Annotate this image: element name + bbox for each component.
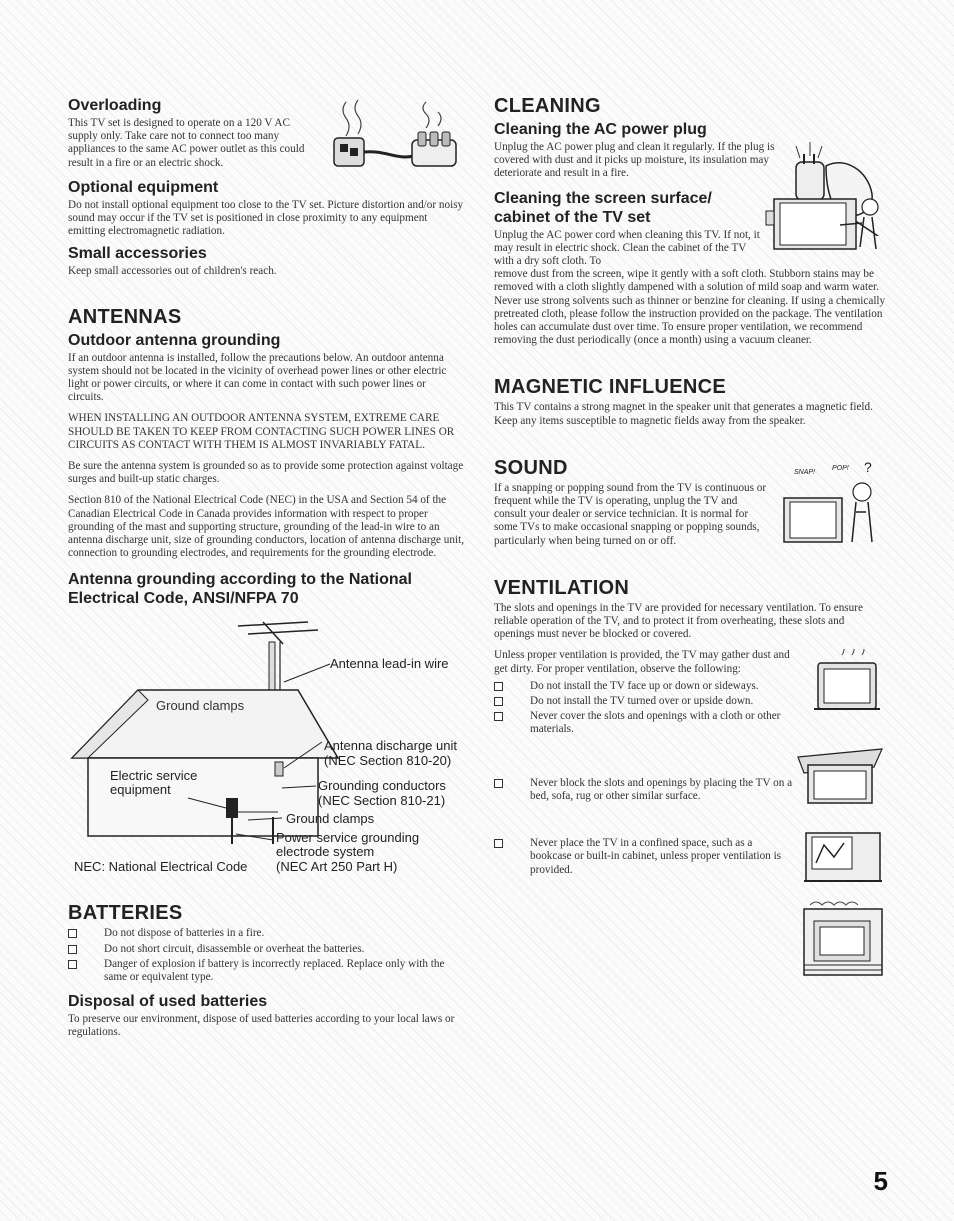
checkbox-square-icon: [68, 960, 77, 969]
optional-equipment-title: Optional equipment: [68, 178, 219, 196]
screen-body-b: remove dust from the screen, wipe it gently with a soft cloth. Stubborn stains may be removed with a cloth slightly dampened with a solution of mild soap and warm water. Never use strong solvents such as thinner or benzine for cleaning. If using a chemically pretreated cloth, please follow the instruction provided on the package. The ventilation holes can accumulate dust over time. To ensure proper ventilation, we recommend removing the dust periodically (once a month) using a vacuum cleaner.: [494, 268, 886, 347]
antenna-grounding-diagram: [68, 612, 464, 887]
optional-equipment-body: Do not install optional equipment too close to the TV set. Picture distortion and/or noisy sound may occur if the TV set is positioned in close proximity to any equipment emitting electromagnetic radiation.: [68, 198, 464, 238]
label-discharge-2: (NEC Section 810-20): [324, 753, 452, 769]
pop-label: POP!: [832, 464, 849, 472]
label-nec-caption: NEC: National Electrical Code: [74, 859, 248, 875]
magnetic-body: This TV contains a strong magnet in the speaker unit that generates a magnetic field. Keep any items susceptible to magnetic fields away from the speaker.: [494, 401, 873, 427]
checkbox-square-icon: [494, 779, 503, 788]
outdoor-antenna-title: Outdoor antenna grounding: [68, 331, 281, 349]
checkbox-square-icon: [494, 839, 503, 848]
label-power-1: Power service grounding: [276, 830, 420, 846]
ac-plug-section: [494, 120, 886, 181]
ventilation-item: Never block the slots and openings by placing the TV on a bed, sofa, rug or other similar surface.: [494, 777, 794, 803]
label-electric-1: Electric service: [110, 768, 198, 784]
ventilation-item: Do not install the TV face up or down or sideways.: [494, 680, 804, 693]
sound-body: If a snapping or popping sound from the TV is continuous or frequent while the TV is operating, unplug the TV and consult your dealer or service technician. It is normal for some TVs to make occasional snapping or popping sounds, particularly when being turned on or off.: [494, 481, 767, 547]
label-power-3: (NEC Art 250 Part H): [276, 859, 398, 875]
batteries-item: Do not short circuit, disassemble or overheat the batteries.: [68, 943, 464, 956]
label-ground-clamps-top: Ground clamps: [156, 698, 245, 714]
overloading-title: Overloading: [68, 97, 162, 114]
ventilation-item: Never place the TV in a confined space, such as a bookcase or built-in cabinet, unless proper ventilation is provided.: [494, 837, 794, 877]
screen-title-line-2: cabinet of the TV set: [494, 208, 651, 226]
tv-on-bed-icon: [800, 827, 886, 887]
overloaded-outlet-icon: [326, 96, 466, 186]
sound-heading: SOUND: [494, 456, 568, 479]
page-number: 5: [873, 1166, 888, 1196]
left-column: [68, 92, 464, 1040]
label-ground-clamps-bottom: Ground clamps: [286, 811, 375, 827]
snap-label: SNAP!: [794, 468, 816, 476]
disposal-body: To preserve our environment, dispose of used batteries according to your local laws or regulations.: [68, 1013, 455, 1039]
wiping-tv-icon: [764, 193, 886, 255]
checkbox-square-icon: [68, 929, 77, 938]
ac-plug-body: Unplug the AC power plug and clean it regularly. If the plug is covered with dust and it picks up moisture, its insulation may deteriorate and result in a fire.: [494, 141, 775, 180]
sound-section: [494, 456, 886, 548]
checkbox-square-icon: [494, 682, 503, 691]
label-electric-2: equipment: [110, 782, 171, 798]
ventilation-paragraph-1: The slots and openings in the TV are provided for necessary ventilation. To ensure reliable operation of the TV, and to protect it from overheating, these slots and openings must never be blocked or covered.: [494, 601, 863, 641]
ventilation-list: [494, 680, 804, 877]
antennas-heading: ANTENNAS: [68, 305, 182, 328]
batteries-item: Danger of explosion if battery is incorrectly replaced. Replace only with the same or equivalent type.: [68, 958, 464, 984]
label-discharge-1: Antenna discharge unit: [324, 738, 457, 754]
checkbox-square-icon: [68, 945, 77, 954]
magnetic-heading: MAGNETIC INFLUENCE: [494, 376, 727, 399]
disposal-title: Disposal of used batteries: [68, 993, 268, 1011]
label-conductors-2: (NEC Section 810-21): [318, 793, 446, 809]
screen-body-a: Unplug the AC power cord when cleaning this TV. If not, it may result in electric shock. Clean the cabinet of the TV with a dry soft cloth. To: [494, 228, 760, 268]
nec-grounding-title: Antenna grounding according to the National Electrical Code, ANSI/NFPA 70: [68, 571, 412, 608]
small-accessories-body: Keep small accessories out of children's reach.: [68, 265, 277, 278]
label-conductors-1: Grounding conductors: [318, 778, 446, 794]
checkbox-square-icon: [494, 697, 503, 706]
checkbox-square-icon: [494, 712, 503, 721]
tv-face-up-icon: [806, 649, 886, 721]
tv-covered-icon: [794, 741, 886, 807]
small-accessories-title: Small accessories: [68, 245, 207, 263]
ventilation-heading: VENTILATION: [494, 576, 630, 599]
svg-text:?: ?: [864, 458, 872, 475]
batteries-list: [68, 927, 464, 984]
ventilation-item: Do not install the TV turned over or upside down.: [494, 695, 804, 708]
batteries-heading: BATTERIES: [68, 902, 183, 925]
overloading-body: This TV set is designed to operate on a 120 V AC supply only. Take care not to connect too many appliances to the same AC power outlet as this could result in a fire or an electric shock.: [68, 117, 305, 169]
right-column: [494, 92, 886, 877]
antennas-paragraph-4: Section 810 of the National Electrical Code (NEC) in the USA and Section 54 of the Canadian Electrical Code in Canada provides information with respect to proper grounding of the mast and supporting structure, grounding of the lead-in wire to an antenna discharge unit, size of grounding conductors, location of antenna discharge unit, connection to grounding electrodes, and requirements for the grounding electrode.: [68, 494, 465, 560]
tv-in-cabinet-icon: [800, 899, 886, 979]
ventilation-list-section: [494, 649, 886, 876]
batteries-item: Do not dispose of batteries in a fire.: [68, 927, 464, 940]
label-power-2: electrode system: [276, 844, 375, 860]
ac-plug-title: Cleaning the AC power plug: [494, 121, 707, 138]
screen-title-line-1: Cleaning the screen surface/: [494, 189, 712, 207]
antennas-paragraph-1: If an outdoor antenna is installed, follow the precautions below. An outdoor antenna system should not be located in the vicinity of overhead power lines or other electric light or power circuits, or where it can come in contact with such power lines or circuits.: [68, 351, 447, 404]
popping-tv-icon: [770, 456, 886, 552]
overloading-section: [68, 96, 464, 170]
ventilation-item: Never cover the slots and openings with a cloth or other materials.: [494, 710, 784, 736]
antennas-paragraph-3: Be sure the antenna system is grounded so as to provide some protection against voltage surges and built-up static charges.: [68, 460, 464, 486]
ventilation-paragraph-2: Unless proper ventilation is provided, the TV may gather dust and get dirty. For proper ventilation, observe the following:: [494, 649, 790, 675]
screen-cleaning-section: [494, 189, 886, 348]
cleaning-heading: CLEANING: [494, 95, 601, 117]
antennas-warning-paragraph: WHEN INSTALLING AN OUTDOOR ANTENNA SYSTEM, EXTREME CARE SHOULD BE TAKEN TO KEEP FROM CONTACTING SUCH POWER LINES OR CIRCUITS AS CONTACT WITH THEM IS ALMOST INVARIABLY FATAL.: [68, 412, 455, 451]
label-lead-in: Antenna lead-in wire: [330, 656, 449, 672]
